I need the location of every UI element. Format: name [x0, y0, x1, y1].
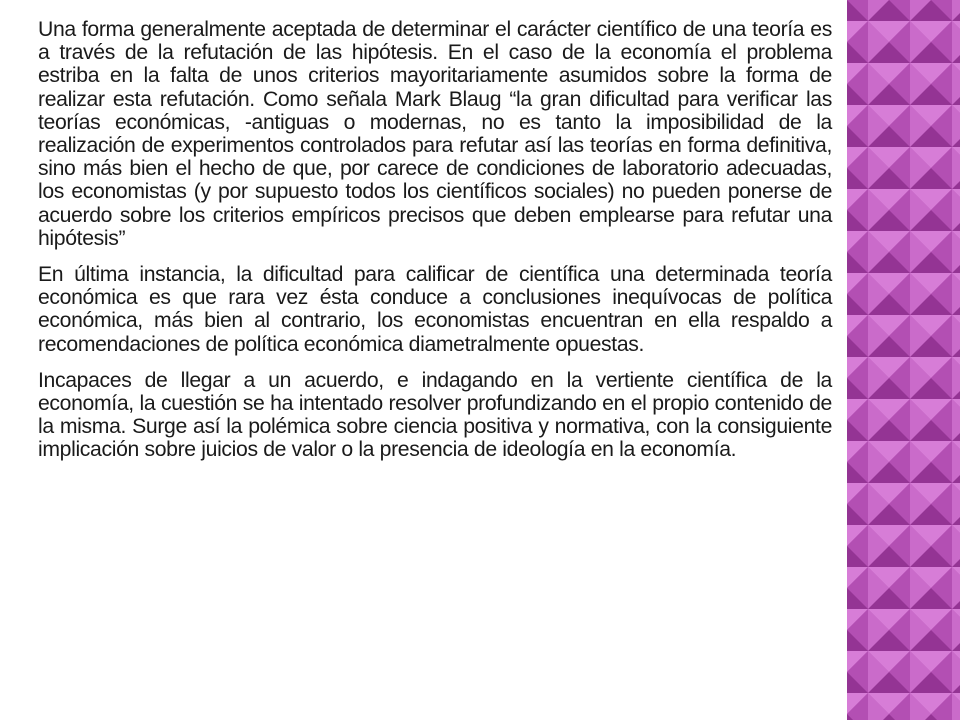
slide-body-text: [38, 18, 832, 475]
paragraph-1: Una forma generalmente aceptada de determinar el carácter científico de una teoría es a través de la refutación de las hipótesis. En el caso de la economía el problema estriba en la falta de unos criterios mayoritariamente asumidos sobre la forma de realizar esta refutación. Como señala Mark Blaug “la gran dificultad para verificar las teorías económicas, -antiguas o modernas, no es tanto la imposibilidad de la realización de experimentos controlados para refutar así las teorías en forma definitiva, sino más bien el hecho de que, por carece de condiciones de laboratorio adecuadas, los economistas (y por supuesto todos los científicos sociales) no pueden ponerse de acuerdo sobre los criterios empíricos precisos que deben emplearse para refutar una hipótesis”: [38, 18, 832, 250]
decorative-side-band: [847, 0, 960, 720]
paragraph-2: En última instancia, la dificultad para calificar de científica una determinada teoría económica es que rara vez ésta conduce a conclusiones inequívocas de política económica, más bien al contrario, los economistas encuentran en ella respaldo a recomendaciones de política económica diametralmente opuestas.: [38, 263, 832, 356]
diamond-pattern-graphic: [847, 0, 960, 720]
paragraph-3: Incapaces de llegar a un acuerdo, e indagando en la vertiente científica de la economía, la cuestión se ha intentado resolver profundizando en el propio contenido de la misma. Surge así la polémica sobre ciencia positiva y normativa, con la consiguiente implicación sobre juicios de valor o la presencia de ideología en la economía.: [38, 368, 832, 462]
